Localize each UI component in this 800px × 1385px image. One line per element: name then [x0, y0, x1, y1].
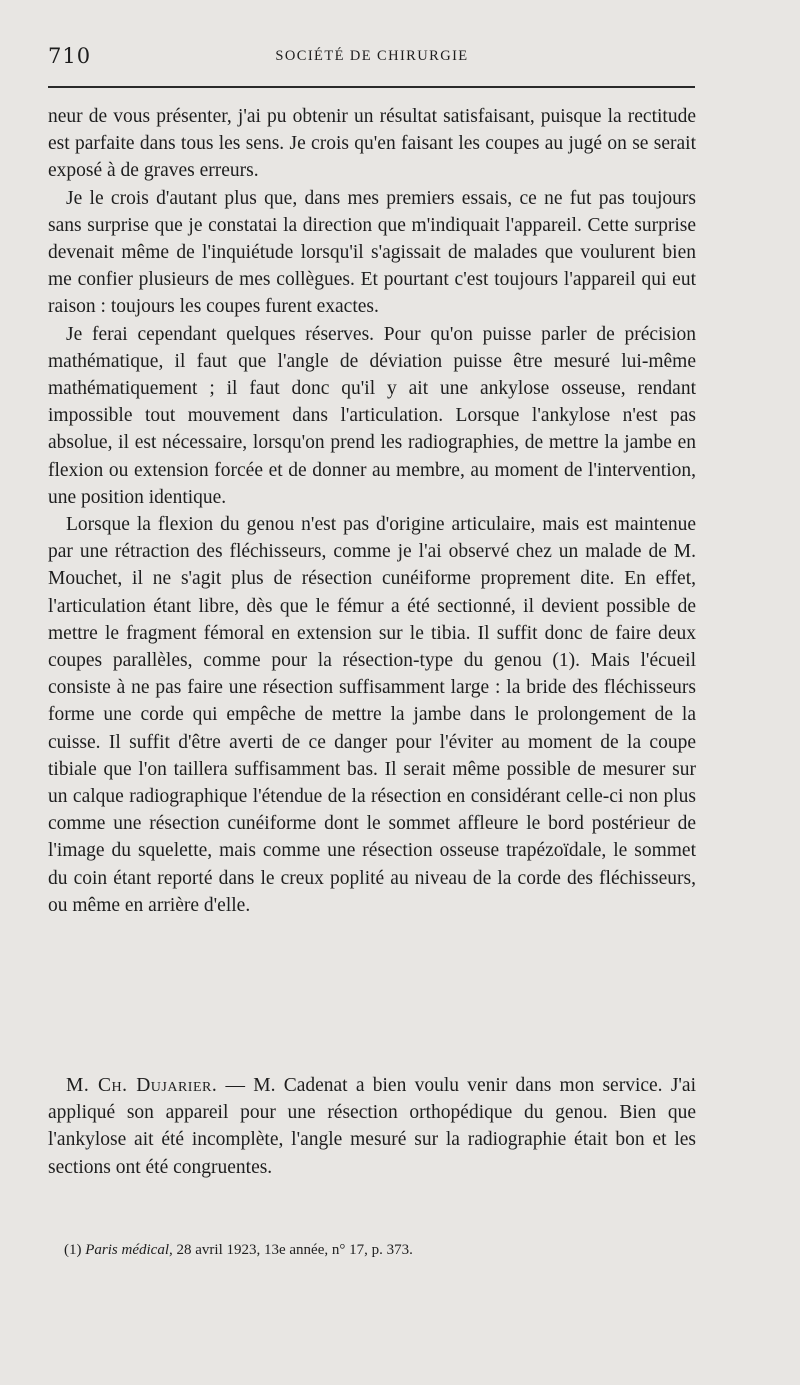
discussion-intervention — [48, 1072, 696, 1181]
page-header — [48, 44, 696, 74]
discussion-paragraph — [48, 1072, 696, 1181]
speaker-name: M. Ch. Dujarier. — [66, 1075, 218, 1096]
discussion-text: — M. Cadenat a bien voulu venir dans mon service. J'ai appliqué son appareil pour une résection orthopédique du genou. Bien que l'ankylose ait été incomplète, l'angle mesuré sur la radiographie était bon et les sections ont été congruentes. — [48, 1075, 696, 1178]
paragraph: Je le crois d'autant plus que, dans mes premiers essais, ce ne fut pas toujours sans surprise que je constatai la direction que m'indiquait l'appareil. Cette surprise devenait même de l'inquiétude lorsqu'il s'agissait de malades que voulurent bien me confier plusieurs de mes collègues. Et pourtant c'est toujours l'appareil qui eut raison : toujours les coupes furent exactes. — [48, 187, 696, 318]
page-number: 710 — [48, 44, 92, 68]
main-text — [48, 103, 696, 919]
footnote — [64, 1240, 696, 1260]
header-rule — [48, 86, 695, 88]
paragraph: neur de vous présenter, j'ai pu obtenir un résultat satisfaisant, puisque la rectitude est parfaite dans tous les sens. Je crois qu'en faisant les coupes au jugé on se serait exposé à de graves erreurs. — [48, 106, 696, 182]
footnote-journal: Paris médical, — [85, 1242, 173, 1258]
paragraph: Lorsque la flexion du genou n'est pas d'origine articulaire, mais est maintenue par une rétraction des fléchisseurs, comme je l'ai observé chez un malade de M. Mouchet, il ne s'agit plus de résection cunéiforme proprement dite. En effet, l'articulation étant libre, dès que le fémur a été sectionné, il devient possible de mettre le fragment fémoral en extension sur le tibia. Il suffit donc de faire deux coupes parallèles, comme pour la résection-type du genou (1). Mais l'écueil consiste à ne pas faire une résection suffisamment large : la bride des fléchisseurs forme une corde qui empêche de mettre la jambe dans le prolongement de la cuisse. Il suffit d'être averti de ce danger pour l'éviter au moment de la coupe tibiale que l'on taillera suffisamment bas. Il serait même possible de mesurer sur un calque radiographique l'étendue de la résection en considérant celle-ci non plus comme une résection cunéiforme dont le sommet affleure le bord postérieur de l'image du squelette, mais comme une résection osseuse trapézoïdale, le sommet du coin étant reporté dans le creux poplité au niveau de la corde des fléchisseurs, ou même en arrière d'elle. — [48, 514, 696, 916]
footnote-reference: 28 avril 1923, 13e année, n° 17, p. 373. — [172, 1242, 413, 1258]
footnote-marker: (1) — [64, 1242, 82, 1258]
paragraph: Je ferai cependant quelques réserves. Pour qu'on puisse parler de précision mathématique, il faut que l'angle de déviation puisse être mesuré lui-même mathématiquement ; il faut donc qu'il y ait une ankylose osseuse, rendant impossible tout mouvement dans l'articulation. Lorsque l'ankylose n'est pas absolue, il est nécessaire, lorsqu'on prend les radiographies, de mettre la jambe en flexion ou extension forcée et de donner au membre, au moment de l'intervention, une position identique. — [48, 323, 696, 508]
running-title: SOCIÉTÉ DE CHIRURGIE — [275, 48, 469, 64]
